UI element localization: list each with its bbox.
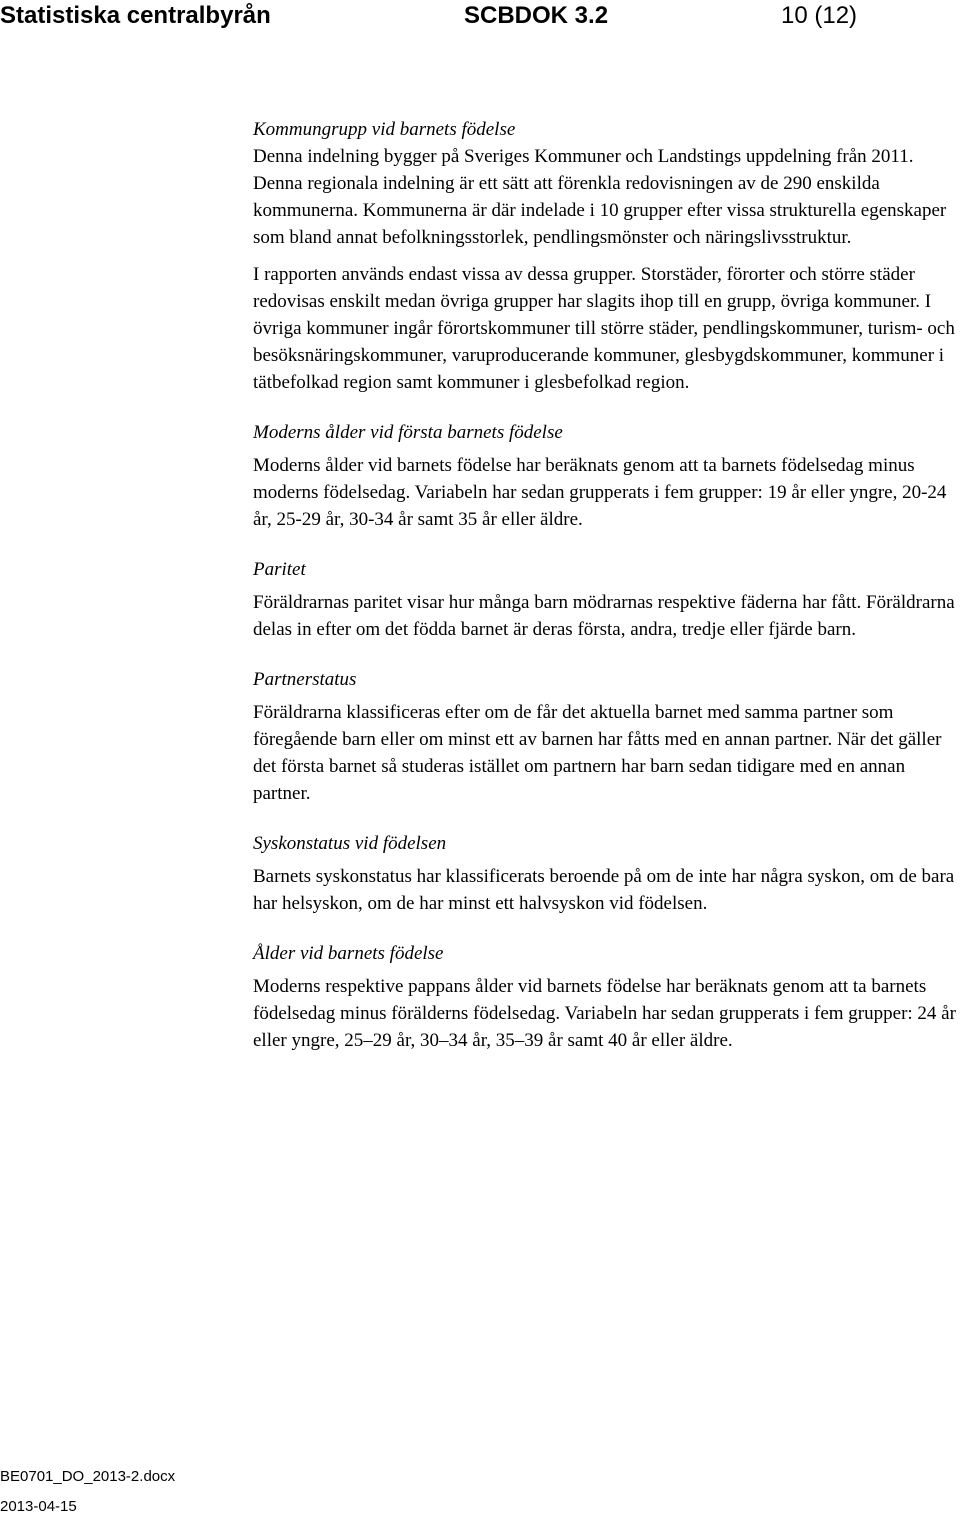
section-kommungrupp	[253, 116, 956, 396]
section-alder-vid-barnets-fodelse	[253, 940, 956, 1054]
footer-filename: BE0701_DO_2013-2.docx	[0, 1468, 176, 1485]
section-partnerstatus	[253, 666, 956, 807]
document-body	[253, 116, 956, 1054]
document-code: SCBDOK 3.2	[464, 2, 609, 29]
section-title: Syskonstatus vid födelsen	[253, 833, 447, 854]
footer-date: 2013-04-15	[0, 1498, 77, 1515]
section-title: Paritet	[253, 559, 306, 580]
paragraph: Moderns respektive pappans ålder vid barnets födelse har beräknats genom att ta barnets födelsedag minus förälderns födelsedag. Variabeln har sedan grupperats i fem grupper: 24 år eller yngre, 25–29 år, 30–34 år, 35–39 år samt 40 år eller äldre.	[253, 976, 956, 1051]
paragraph: Barnets syskonstatus har klassificerats beroende på om de inte har några syskon, om de bara har helsyskon, om de har minst ett halvsyskon vid födelsen.	[253, 866, 955, 914]
section-title: Moderns ålder vid första barnets födelse	[253, 422, 563, 443]
section-paritet	[253, 556, 956, 643]
section-moderns-alder	[253, 419, 956, 533]
organization-name: Statistiska centralbyrån	[0, 2, 271, 29]
paragraph: Denna indelning bygger på Sveriges Kommuner och Landstings uppdelning från 2011. Denna regionala indelning är ett sätt att förenkla redovisningen av de 290 enskilda kommunerna. Kommunerna är där indelade i 10 grupper efter vissa strukturella egenskaper som bland annat befolkningsstorlek, pendlingsmönster och näringslivsstruktur.	[253, 146, 947, 248]
paragraph: Föräldrarnas paritet visar hur många barn mödrarnas respektive fäderna har fått. Föräldrarna delas in efter om det födda barnet är deras första, andra, tredje eller fjärde barn.	[253, 592, 955, 640]
page-number: 10 (12)	[781, 2, 858, 29]
paragraph: I rapporten används endast vissa av dessa grupper. Storstäder, förorter och större städer redovisas enskilt medan övriga grupper har slagits ihop till en grupp, övriga kommuner. I övriga kommuner ingår förortskommuner till större städer, pendlingskommuner, turism- och besöksnäringskommuner, varuproducerande kommuner, glesbygdskommuner, kommuner i tätbefolkad region samt kommuner i glesbefolkad region.	[253, 264, 955, 393]
section-syskonstatus	[253, 830, 956, 917]
page-header	[0, 0, 960, 32]
section-title: Ålder vid barnets födelse	[253, 943, 444, 964]
section-title: Kommungrupp vid barnets födelse	[253, 119, 516, 140]
paragraph: Föräldrarna klassificeras efter om de får det aktuella barnet med samma partner som föregående barn eller om minst ett av barnen har fåtts med en annan partner. När det gäller det första barnet så studeras istället om partnern har barn sedan tidigare med en annan partner.	[253, 702, 942, 804]
section-title: Partnerstatus	[253, 669, 357, 690]
paragraph: Moderns ålder vid barnets födelse har beräknats genom att ta barnets födelsedag minus moderns födelsedag. Variabeln har sedan grupperats i fem grupper: 19 år eller yngre, 20-24 år, 25-29 år, 30-34 år samt 35 år eller äldre.	[253, 455, 947, 530]
